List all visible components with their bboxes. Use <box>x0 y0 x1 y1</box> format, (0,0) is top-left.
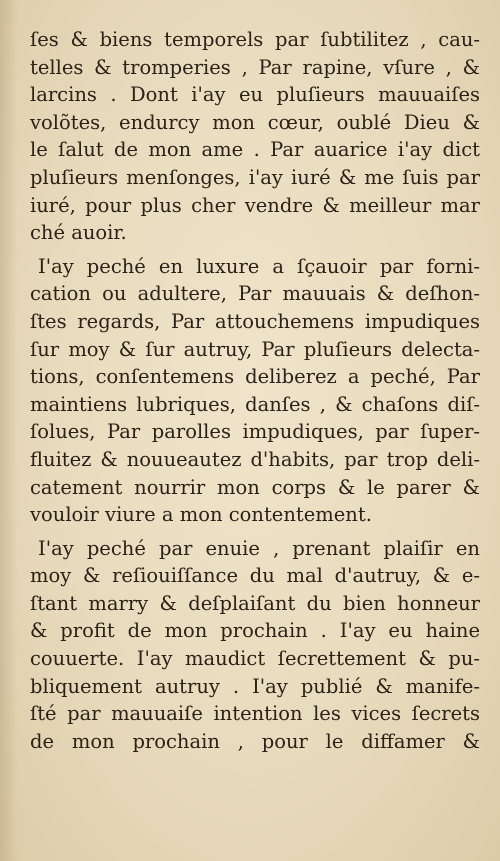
text-line: le ſalut de mon ame . Par auarice i'ay dict <box>30 138 480 162</box>
text-line: maintiens lubriques, danſes , & chaſons diſ- <box>30 392 480 416</box>
text-line: & profit de mon prochain . I'ay eu haine <box>30 619 480 643</box>
text-line: ſolues, Par parolles impudiques, par ſuper- <box>30 420 480 444</box>
text-line: couuerte. I'ay maudict ſecrettement & pu- <box>30 647 480 671</box>
paragraph-luxure <box>30 253 480 529</box>
text-line: volõtes, endurcy mon cœur, oublé Dieu & <box>30 110 480 134</box>
text-line: I'ay peché en luxure a ſçauoir par forni- <box>38 254 480 278</box>
text-line: catement nourrir mon corps & le parer & <box>30 475 480 499</box>
text-line: tions, conſentemens deliberez a peché, Par <box>30 365 480 389</box>
text-line: larcins . Dont i'ay eu pluſieurs mauuaiſes <box>30 83 480 107</box>
page-text <box>30 26 480 755</box>
paragraph-enuie <box>30 535 480 756</box>
text-line: ſur moy & ſur autruy, Par pluſieurs delecta- <box>30 337 480 361</box>
text-line: de mon prochain , pour le diffamer & <box>30 729 480 753</box>
text-line: iuré, pour plus cher vendre & meilleur mar <box>30 193 480 217</box>
text-line: ſtes regards, Par attouchemens impudiques <box>30 309 480 333</box>
text-line: fluitez & nouueautez d'habits, par trop deli- <box>30 447 480 471</box>
text-line: ché auoir. <box>30 221 127 245</box>
text-line: I'ay peché par enuie , prenant plaiſir en <box>38 536 480 560</box>
text-line: ſtant marry & deſplaiſant du bien honneur <box>30 591 480 615</box>
text-line: ſes & biens temporels par ſubtilitez , cau- <box>30 28 480 51</box>
text-line: cation ou adultere, Par mauuais & deſhon- <box>30 282 480 306</box>
text-line: moy & reſiouiſſance du mal d'autruy, & e- <box>30 564 480 588</box>
text-line: ſté par mauuaiſe intention les vices ſecrets <box>30 702 480 726</box>
text-line: pluſieurs menſonges, i'ay iuré & me ſuis par <box>30 165 480 189</box>
text-line: vouloir viure a mon contentement. <box>30 503 372 527</box>
text-line: telles & tromperies , Par rapine, vſure , & <box>30 55 480 79</box>
text-line: bliquement autruy . I'ay publié & manife- <box>30 674 480 698</box>
paragraph-avarice <box>30 26 480 247</box>
